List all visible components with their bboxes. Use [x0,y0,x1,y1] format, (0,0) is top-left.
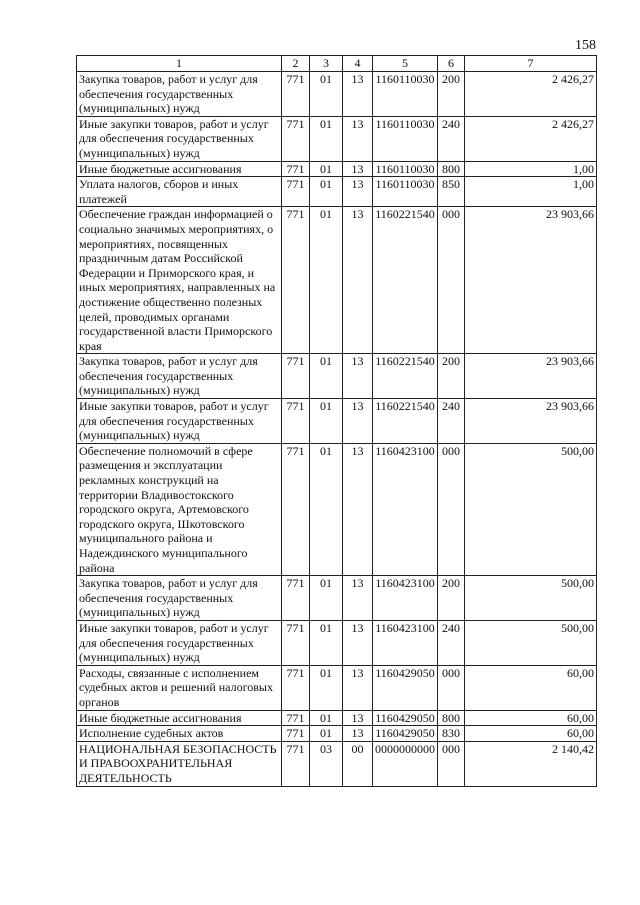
row-code-3-cell: 01 [310,443,343,575]
row-code-4-cell: 13 [343,710,373,726]
row-amount-cell: 60,00 [465,710,597,726]
row-code-5-cell: 0000000000 [373,741,438,786]
row-amount-cell: 1,00 [465,177,597,207]
row-code-3-cell: 01 [310,665,343,710]
table-row [77,741,597,786]
row-amount-cell: 2 426,27 [465,116,597,161]
row-amount-cell: 500,00 [465,620,597,665]
row-amount-cell: 500,00 [465,576,597,621]
header-cell: 4 [343,56,373,72]
row-code-6-cell: 830 [438,726,465,742]
row-code-5-cell: 1160423100 [373,576,438,621]
table-row [77,576,597,621]
row-code-2-cell: 771 [282,576,310,621]
row-code-4-cell: 13 [343,665,373,710]
row-code-3-cell: 01 [310,576,343,621]
row-code-3-cell: 01 [310,207,343,354]
row-name-cell: Обеспечение полномочий в сфере размещения и эксплуатации рекламных конструкций на территории Владивостокского городского округа, Артемовского городского округа, Шкотовского муниципального района и Надеждинского муниципального района [77,443,282,575]
row-code-6-cell: 200 [438,72,465,117]
row-code-5-cell: 1160221540 [373,399,438,444]
row-code-2-cell: 771 [282,161,310,177]
row-code-2-cell: 771 [282,726,310,742]
row-code-6-cell: 240 [438,116,465,161]
row-code-4-cell: 13 [343,161,373,177]
row-amount-cell: 23 903,66 [465,354,597,399]
row-code-2-cell: 771 [282,177,310,207]
table-row [77,399,597,444]
row-name-cell: Закупка товаров, работ и услуг для обеспечения государственных (муниципальных) нужд [77,576,282,621]
header-cell: 5 [373,56,438,72]
header-cell: 6 [438,56,465,72]
row-code-5-cell: 1160110030 [373,177,438,207]
row-name-cell: Обеспечение граждан информацией о социально значимых мероприятиях, о мероприятиях, посвященных праздничным датам Российской Федерации и Приморского края, и иных мероприятиях, направленных на достижение общественно полезных целей, проводимых органами государственной власти Приморского края [77,207,282,354]
header-cell: 3 [310,56,343,72]
row-name-cell: Иные закупки товаров, работ и услуг для обеспечения государственных (муниципальных) нужд [77,620,282,665]
row-code-6-cell: 000 [438,665,465,710]
row-code-6-cell: 000 [438,207,465,354]
row-name-cell: Иные закупки товаров, работ и услуг для обеспечения государственных (муниципальных) нужд [77,116,282,161]
row-code-4-cell: 13 [343,726,373,742]
row-code-6-cell: 000 [438,741,465,786]
row-code-6-cell: 850 [438,177,465,207]
table-row [77,710,597,726]
row-code-5-cell: 1160429050 [373,665,438,710]
row-code-4-cell: 13 [343,354,373,399]
row-code-3-cell: 01 [310,399,343,444]
table-row [77,443,597,575]
row-code-3-cell: 01 [310,161,343,177]
row-code-2-cell: 771 [282,354,310,399]
row-name-cell: Исполнение судебных актов [77,726,282,742]
row-code-5-cell: 1160110030 [373,72,438,117]
page-number: 158 [575,38,596,53]
row-amount-cell: 1,00 [465,161,597,177]
row-amount-cell: 60,00 [465,726,597,742]
table-row [77,177,597,207]
row-code-4-cell: 13 [343,177,373,207]
table-row [77,354,597,399]
row-code-6-cell: 000 [438,443,465,575]
row-code-3-cell: 01 [310,710,343,726]
row-code-5-cell: 1160110030 [373,116,438,161]
row-code-5-cell: 1160221540 [373,207,438,354]
row-code-3-cell: 01 [310,72,343,117]
row-code-2-cell: 771 [282,665,310,710]
row-amount-cell: 23 903,66 [465,207,597,354]
row-code-6-cell: 200 [438,576,465,621]
row-code-3-cell: 01 [310,354,343,399]
row-code-4-cell: 13 [343,116,373,161]
row-amount-cell: 500,00 [465,443,597,575]
row-name-cell: Закупка товаров, работ и услуг для обеспечения государственных (муниципальных) нужд [77,72,282,117]
row-code-3-cell: 03 [310,741,343,786]
row-code-5-cell: 1160110030 [373,161,438,177]
row-amount-cell: 23 903,66 [465,399,597,444]
row-code-4-cell: 13 [343,620,373,665]
row-code-5-cell: 1160423100 [373,443,438,575]
row-code-2-cell: 771 [282,443,310,575]
row-code-6-cell: 240 [438,620,465,665]
row-code-3-cell: 01 [310,620,343,665]
row-code-4-cell: 13 [343,443,373,575]
row-code-2-cell: 771 [282,741,310,786]
row-name-cell: Иные бюджетные ассигнования [77,161,282,177]
row-code-4-cell: 13 [343,399,373,444]
table-row [77,620,597,665]
row-code-6-cell: 240 [438,399,465,444]
table-row [77,207,597,354]
header-row [77,56,597,72]
row-code-6-cell: 200 [438,354,465,399]
row-code-2-cell: 771 [282,620,310,665]
row-name-cell: Иные бюджетные ассигнования [77,710,282,726]
row-code-4-cell: 00 [343,741,373,786]
row-name-cell: Закупка товаров, работ и услуг для обеспечения государственных (муниципальных) нужд [77,354,282,399]
row-code-6-cell: 800 [438,161,465,177]
row-code-2-cell: 771 [282,207,310,354]
row-amount-cell: 60,00 [465,665,597,710]
header-cell: 2 [282,56,310,72]
table-row [77,161,597,177]
table-row [77,665,597,710]
budget-table [76,55,597,787]
row-code-3-cell: 01 [310,726,343,742]
row-code-3-cell: 01 [310,116,343,161]
row-code-5-cell: 1160221540 [373,354,438,399]
row-code-4-cell: 13 [343,576,373,621]
row-code-5-cell: 1160429050 [373,710,438,726]
row-code-4-cell: 13 [343,72,373,117]
row-code-5-cell: 1160423100 [373,620,438,665]
table-row [77,726,597,742]
row-name-cell: Уплата налогов, сборов и иных платежей [77,177,282,207]
row-code-2-cell: 771 [282,710,310,726]
row-code-2-cell: 771 [282,72,310,117]
row-code-2-cell: 771 [282,399,310,444]
row-name-cell: Расходы, связанные с исполнением судебных актов и решений налоговых органов [77,665,282,710]
row-code-6-cell: 800 [438,710,465,726]
table-row [77,72,597,117]
row-amount-cell: 2 426,27 [465,72,597,117]
table-row [77,116,597,161]
header-cell: 7 [465,56,597,72]
row-code-5-cell: 1160429050 [373,726,438,742]
header-cell: 1 [77,56,282,72]
row-amount-cell: 2 140,42 [465,741,597,786]
row-name-cell: НАЦИОНАЛЬНАЯ БЕЗОПАСНОСТЬ И ПРАВООХРАНИТЕЛЬНАЯ ДЕЯТЕЛЬНОСТЬ [77,741,282,786]
row-code-2-cell: 771 [282,116,310,161]
row-code-3-cell: 01 [310,177,343,207]
row-name-cell: Иные закупки товаров, работ и услуг для обеспечения государственных (муниципальных) нужд [77,399,282,444]
row-code-4-cell: 13 [343,207,373,354]
